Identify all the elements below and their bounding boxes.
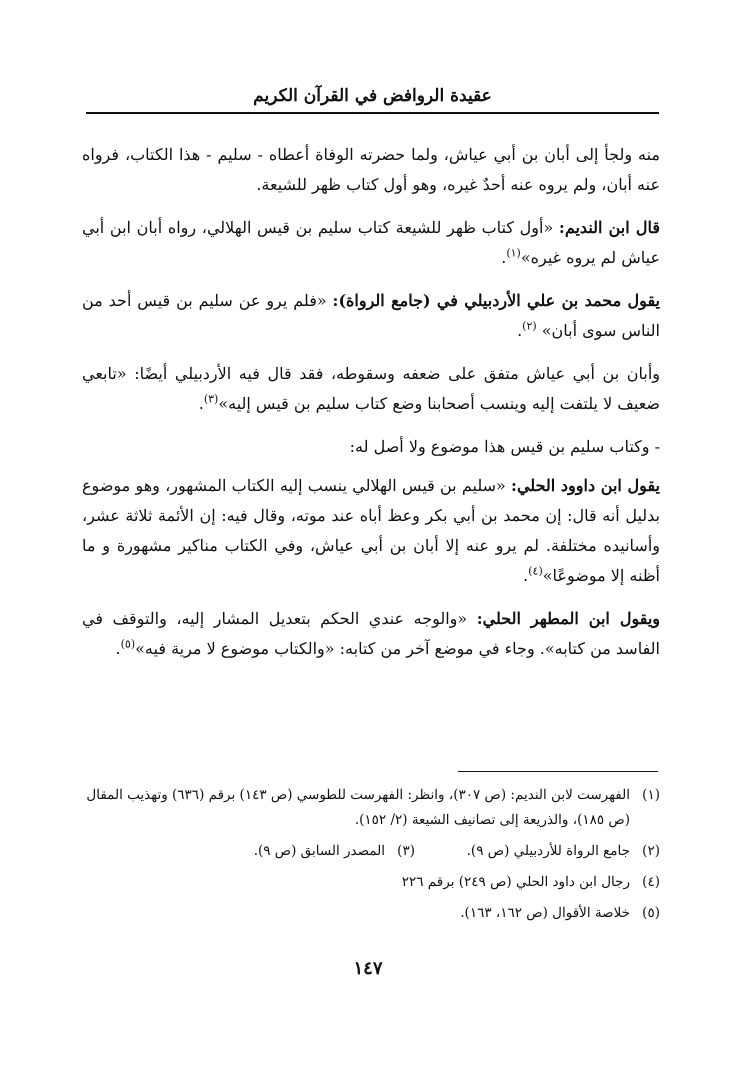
paragraph-tail: .	[523, 566, 529, 585]
paragraph-lead: قال ابن النديم:	[558, 218, 660, 237]
footnote-1	[82, 783, 660, 833]
paragraph-text: «فلم يرو عن سليم بن قيس أحد من الناس سوى أبان»	[82, 291, 660, 340]
footnote-text: جامع الرواة للأردبيلي (ص ٩).	[466, 843, 630, 859]
paragraph-lead: يقول محمد بن علي الأردبيلي في (جامع الرواة):	[332, 291, 660, 310]
footnote-number: (١)	[642, 787, 660, 803]
footnote-ref: (٣)	[203, 392, 219, 406]
footnotes	[82, 783, 660, 932]
paragraph-2	[82, 213, 660, 273]
header-rule	[86, 112, 659, 114]
paragraph-7	[82, 604, 660, 664]
footnote-pair	[82, 839, 660, 864]
footnote-text: خلاصة الأقوال (ص ١٦٢، ١٦٣).	[460, 905, 630, 921]
body-text	[82, 140, 660, 677]
footnote-4	[82, 870, 660, 895]
paragraph-4	[82, 359, 660, 419]
paragraph-text: «والوجه عندي الحكم بتعديل المشار إليه، والتوقف في الفاسد من كتابه». وجاء في موضع آخر من كتابه: «والكتاب موضوع لا مرية فيه»	[82, 609, 660, 658]
footnote-ref: (٥)	[120, 637, 136, 651]
footnote-3	[170, 839, 415, 864]
paragraph-text: وأبان بن أبي عياش متفق على ضعفه وسقوطه، فقد قال فيه الأردبيلي أيضًا: «تابعي ضعيف لا يلتفت إليه وينسب أصحابنا وضع كتاب سليم بن قيس إليه»	[82, 364, 660, 413]
paragraph-3	[82, 286, 660, 346]
paragraph-tail: .	[501, 248, 507, 267]
paragraph-lead: يقول ابن داوود الحلي:	[511, 476, 660, 495]
paragraph-tail: .	[198, 394, 204, 413]
footnote-number: (٥)	[642, 905, 660, 921]
footnote-text: المصدر السابق (ص ٩).	[253, 843, 385, 859]
paragraph-lead: ويقول ابن المطهر الحلي:	[476, 609, 661, 628]
page-number: ١٤٧	[353, 958, 383, 979]
paragraph-tail: .	[115, 639, 121, 658]
running-header: عقيدة الروافض في القرآن الكريم	[253, 86, 492, 106]
paragraph-tail: .	[517, 321, 523, 340]
footnote-ref: (٢)	[522, 319, 537, 333]
paragraph-text: «أول كتاب ظهر للشيعة كتاب سليم بن قيس الهلالي، رواه أبان ابن أبي عياش لم يروه غيره»	[82, 218, 660, 267]
footnote-number: (٤)	[642, 874, 660, 890]
footnote-2	[415, 839, 660, 864]
paragraph-1	[82, 140, 660, 200]
paragraph-6	[82, 471, 660, 591]
footnote-ref: (٤)	[528, 564, 543, 578]
footnote-rule	[458, 771, 658, 772]
footnote-5	[82, 901, 660, 926]
footnote-number: (٣)	[397, 843, 415, 859]
paragraph-text: منه ولجأ إلى أبان بن أبي عياش، ولما حضرته الوفاة أعطاه - سليم - هذا الكتاب، فرواه عنه أبان، ولم يروه عنه أحدٌ غيره، وهو أول كتاب ظهر للشيعة.	[82, 145, 660, 194]
footnote-text: الفهرست لابن النديم: (ص ٣٠٧)، وانظر: الفهرست للطوسي (ص ١٤٣) برقم (٦٣٦) وتهذيب المقال (ص ١٨٥)، والذريعة إلى تصانيف الشيعة (٢/ ١٥٢).	[86, 787, 630, 828]
paragraph-text: - وكتاب سليم بن قيس هذا موضوع ولا أصل له:	[349, 437, 660, 456]
paragraph-5	[82, 432, 660, 462]
footnote-number: (٢)	[642, 843, 660, 859]
footnote-ref: (١)	[506, 246, 521, 260]
footnote-text: رجال ابن داود الحلي (ص ٢٤٩) برقم ٢٢٦	[401, 874, 630, 890]
paragraph-text: «سليم بن قيس الهلالي ينسب إليه الكتاب المشهور، وهو موضوع بدليل أنه قال: إن محمد بن أبي بكر وعظ أباه عند موته، وقال فيه: إن الأئمة ثلاثة عشر، وأسانيده مختلفة. لم يرو عنه إلا أبان بن أبي عياش، وفي الكتاب مناكير مشهورة و ما أظنه إلا موضوعًا»	[82, 476, 660, 585]
